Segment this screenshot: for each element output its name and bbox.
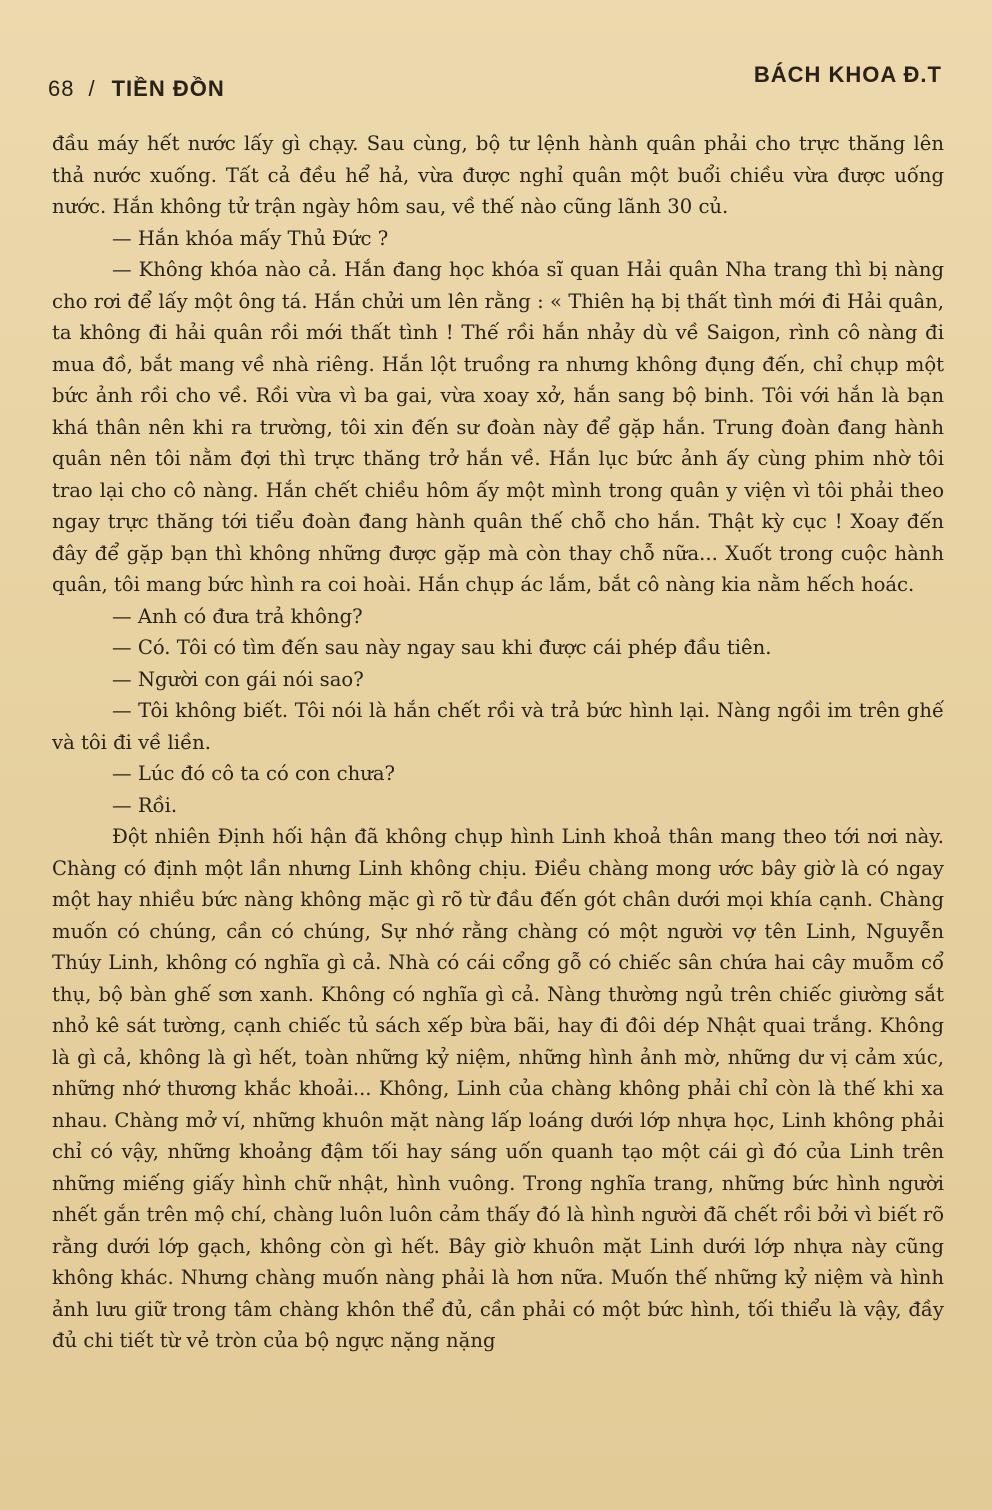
dialogue-line: — Hắn khóa mấy Thủ Đức ? xyxy=(112,226,389,250)
dialogue-line: — Lúc đó cô ta có con chưa? xyxy=(112,762,396,785)
page-number: 68 xyxy=(48,76,75,101)
dialogue-line: — Có. Tôi có tìm đến sau này ngay sau khi được cái phép đầu tiên. xyxy=(112,636,772,659)
header-left xyxy=(48,76,225,102)
dialogue-line: — Tôi không biết. Tôi nói là hắn chết rồi và trả bức hình lại. Nàng ngồi im trên ghế và tôi đi về liền. xyxy=(52,699,944,754)
dialogue-line: — Anh có đưa trả không? xyxy=(112,604,363,628)
dialogue-line: — Rồi. xyxy=(112,793,178,817)
header-separator: / xyxy=(88,76,96,101)
dialogue-line: — Không khóa nào cả. Hắn đang học khóa sĩ quan Hải quân Nha trang thì bị nàng cho rơi để lấy một ông tá. Hắn chửi um lên rằng : « Thiên hạ bị thất tình mới đi Hải quân, ta không đi hải quân rồi mới thất tình ! Thế rồi hắn nhảy dù về Saigon, rình cô nàng đi mua đồ, bắt mang về nhà riêng. Hắn lột truồng ra nhưng không đụng đến, chỉ chụp một bức ảnh rồi cho về. Rồi vừa vì ba gai, vừa xoay xở, hắn sang bộ binh. Tôi với hắn là bạn khá thân nên khi ra trường, tôi xin đến sư đoàn này để gặp hắn. Trung đoàn đang hành quân nên tôi nằm đợi thì trực thăng trở hắn về. Hắn lục bức ảnh ấy cùng phim nhờ tôi trao lại cho cô nàng. Hắn chết chiều hôm ấy một mình trong quân y viện vì tôi phải theo ngay trực thăng tới tiểu đoàn đang hành quân thế chỗ cho hắn. Thật kỳ cục ! Xoay đến đây để gặp bạn thì không những được gặp mà còn thay chỗ nữa... Xuốt trong cuộc hành quân, tôi mang bức hình ra coi hoài. Hắn chụp ác lắm, bắt cô nàng kia nằm hếch hoác. xyxy=(52,258,944,596)
paragraph-continuation: đầu máy hết nước lấy gì chạy. Sau cùng, bộ tư lệnh hành quân phải cho trực thăng lên thả nước xuống. Tất cả đều hể hả, vừa được nghỉ quân một buổi chiều vừa được uống nước. Hắn không tử trận ngày hôm sau, về thế nào cũng lãnh 30 củ. xyxy=(52,132,944,218)
narrative-paragraph: Đột nhiên Định hối hận đã không chụp hình Linh khoả thân mang theo tới nơi này. Chàng có định một lần nhưng Linh không chịu. Điều chàng mong ước bây giờ là có ngay một hay nhiều bức nàng không mặc gì rõ từ đầu đến gót chân dưới mọi khía cạnh. Chàng muốn có chúng, cần có chúng, Sự nhớ rằng chàng có một người vợ tên Linh, Nguyễn Thúy Linh, không có nghĩa gì cả. Nhà có cái cổng gỗ có chiếc sân chứa hai cây muỗm cổ thụ, bộ bàn ghế sơn xanh. Không có nghĩa gì cả. Nàng thường ngủ trên chiếc giường sắt nhỏ kê sát tường, cạnh chiếc tủ sách xếp bừa bãi, hay đi đôi dép Nhật quai trắng. Không là gì cả, không là gì hết, toàn những kỷ niệm, những hình ảnh mờ, những dư vị cảm xúc, những nhớ thương khắc khoải... Không, Linh của chàng không phải chỉ còn là thế khi xa nhau. Chàng mở ví, những khuôn mặt nàng lấp loáng dưới lớp nhựa học, Linh không phải chỉ có vậy, những khoảng đậm tối hay sáng uốn quanh tạo một cái gì đó của Linh trên những miếng giấy hình chữ nhật, hình vuông. Trong nghĩa trang, những bức hình người nhết gắn trên mộ chí, chàng luôn luôn cảm thấy đó là hình người đã chết rồi bởi vì biết rõ rằng dưới lớp gạch, không còn gì hết. Bây giờ khuôn mặt Linh dưới lớp nhựa này cũng không khác. Nhưng chàng muốn nàng phải là hơn nữa. Muốn thế những kỷ niệm và hình ảnh lưu giữ trong tâm chàng khôn thể đủ, cần phải có một bức hình, tối thiểu là vậy, đầy đủ chi tiết từ vẻ tròn của bộ ngực nặng nặng xyxy=(52,825,944,1352)
dialogue-line: — Người con gái nói sao? xyxy=(112,667,364,691)
publication-title: BÁCH KHOA Đ.T xyxy=(753,62,942,87)
page-header xyxy=(48,62,942,101)
page-body xyxy=(52,128,944,1357)
section-title: TIỀN ĐỒN xyxy=(111,76,225,101)
